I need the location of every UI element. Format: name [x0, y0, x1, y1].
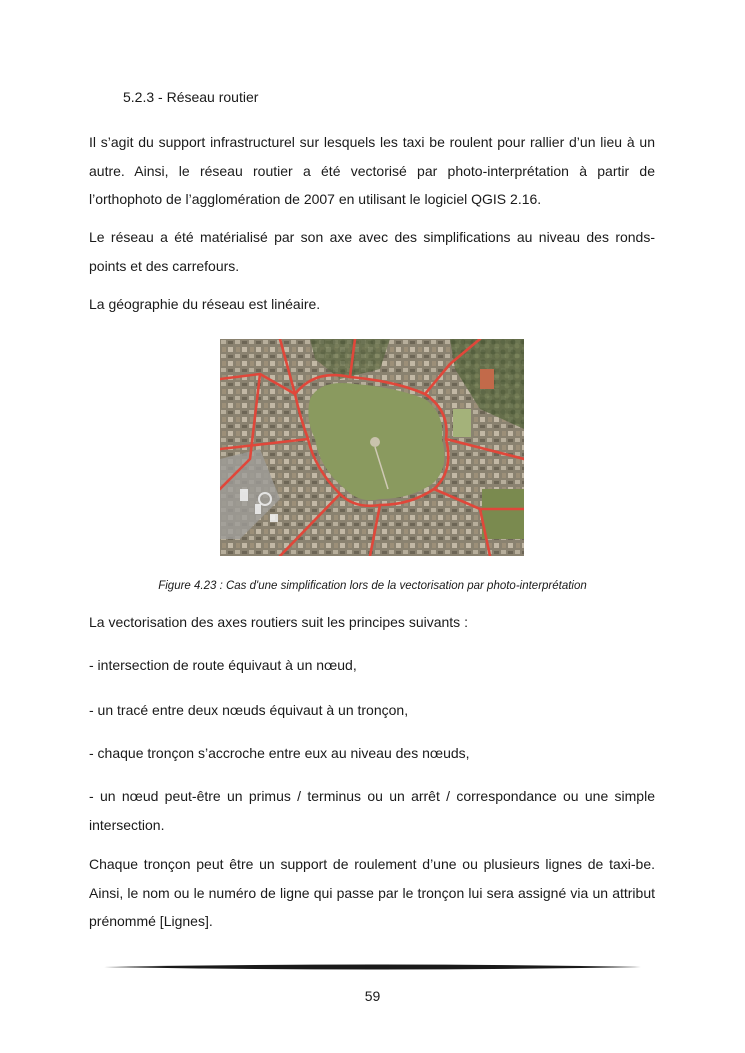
paragraph-geographie: La géographie du réseau est linéaire. — [89, 296, 321, 312]
paragraph-troncon-lignes: Chaque tronçon peut être un support de roulement d’une ou plusieurs lignes de taxi-be. Ainsi, le nom ou le numéro de ligne qui passe par le tronçon lui sera assigné via un attribut prénommé [Lignes]. — [89, 856, 655, 929]
paragraph-simplifications: Le réseau a été matérialisé par son axe avec des simplifications au niveau des ronds-points et des carrefours. — [89, 229, 655, 274]
page-number: 59 — [364, 988, 381, 1004]
paragraph-support-infrastructurel: Il s’agit du support infrastructurel sur lesquels les taxi be roulent pour rallier d’un lieu à un autre. Ainsi, le réseau routier a été vectorisé par photo-interprétation à partir de l’orthophoto de l’agglomération de 2007 en utilisant le logiciel QGIS 2.16. — [89, 134, 655, 207]
principles-intro: La vectorisation des axes routiers suit les principes suivants : — [89, 614, 468, 630]
sports-field — [453, 409, 471, 437]
principle-item-4: - un nœud peut-être un primus / terminus ou un arrêt / correspondance ou une simple intersection. — [89, 788, 655, 833]
section-heading: 5.2.3 - Réseau routier — [123, 89, 259, 105]
principle-item-1: - intersection de route équivaut à un nœud, — [89, 657, 357, 673]
orthophoto-figure — [220, 339, 524, 556]
lake-island — [370, 437, 380, 447]
stadium-field — [482, 489, 524, 539]
figure-caption: Figure 4.23 : Cas d'une simplification lors de la vectorisation par photo-interprétation — [158, 580, 587, 592]
principle-item-3: - chaque tronçon s’accroche entre eux au niveau des nœuds, — [89, 745, 470, 761]
principle-item-2: - un tracé entre deux nœuds équivaut à un tronçon, — [89, 702, 409, 718]
red-roof-building — [480, 369, 494, 389]
footer-divider — [104, 962, 641, 972]
orthophoto-road-network-image — [220, 339, 524, 556]
